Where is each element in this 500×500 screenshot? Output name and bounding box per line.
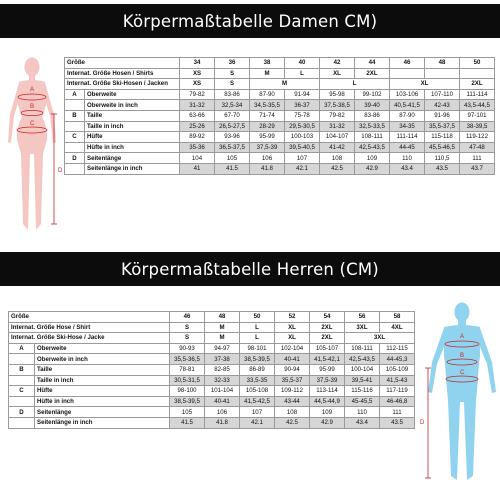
women-value-cell: 39,5-40,5 [285, 142, 320, 153]
men-ski-cell: M [205, 333, 240, 344]
women-row-letter [65, 142, 85, 153]
women-title-banner [0, 4, 500, 38]
women-ski-cell: M [250, 79, 320, 90]
men-value-cell: 35,5-37 [275, 375, 310, 386]
women-row-huefte-inch [65, 142, 495, 153]
women-row-label: Hüfte in inch [85, 142, 180, 153]
men-value-cell: 101-104 [205, 386, 240, 397]
women-value-cell: 34-35 [390, 121, 425, 132]
men-value-cell: 46-46,8 [380, 396, 415, 407]
men-row-label: Seitenlänge [35, 407, 170, 418]
men-value-cell: 42.5 [275, 417, 310, 428]
men-value-cell: 109 [310, 407, 345, 418]
women-ski-cell: L [320, 79, 390, 90]
men-value-cell: 33,5-35 [240, 375, 275, 386]
men-row-huefte [9, 386, 415, 397]
women-row-oberweite [65, 89, 495, 100]
women-row-label: Seitenlänge [85, 153, 180, 164]
women-value-cell: 26,5-27,5 [215, 121, 250, 132]
women-intl-cell: XS [180, 68, 215, 79]
men-value-cell: 43.5 [380, 417, 415, 428]
men-intl-label: Internat. Größe Hose / Shirt [9, 322, 170, 333]
women-size-table [64, 57, 495, 175]
women-value-cell: 108-111 [355, 132, 390, 143]
women-value-cell: 36,5-37,5 [215, 142, 250, 153]
women-value-cell: 93-96 [215, 132, 250, 143]
men-size-cell: 46 [170, 312, 205, 323]
men-value-cell: 102-104 [275, 343, 310, 354]
men-value-cell: 108 [275, 407, 310, 418]
women-value-cell: 115-118 [425, 132, 460, 143]
men-intl-cell: M [205, 322, 240, 333]
women-value-cell: 104 [180, 153, 215, 164]
men-size-cell: 52 [275, 312, 310, 323]
women-value-cell: 106 [250, 153, 285, 164]
women-value-cell: 42.5 [320, 163, 355, 174]
men-value-cell: 86-89 [240, 364, 275, 375]
women-value-cell: 107 [285, 153, 320, 164]
women-value-cell: 71-74 [250, 110, 285, 121]
women-row-seitenlaenge [65, 153, 495, 164]
women-ski-label: Internat. Größe Ski-Hosen / Jacken [65, 79, 180, 90]
men-ski-cell: 2XL [310, 333, 345, 344]
women-value-cell: 100-103 [285, 132, 320, 143]
men-value-cell: 113-114 [310, 386, 345, 397]
women-value-cell: 37,5-38,5 [320, 100, 355, 111]
women-intl-cell: L [285, 68, 320, 79]
men-ski-row [9, 333, 415, 344]
women-size-cell: 46 [390, 58, 425, 69]
women-intl-cell [390, 68, 425, 79]
women-value-cell: 79-82 [180, 89, 215, 100]
men-intl-cell: S [170, 322, 205, 333]
women-row-label: Oberweite in inch [85, 100, 180, 111]
women-intl-row [65, 68, 495, 79]
men-letter-a: A [460, 334, 465, 340]
women-value-cell: 43,5-44,5 [460, 100, 495, 111]
women-size-cell: 34 [180, 58, 215, 69]
men-value-cell: 44,5-44,9 [310, 396, 345, 407]
women-row-letter [65, 163, 85, 174]
men-ski-label: Internat. Größe Ski-Hose / Jacke [9, 333, 170, 344]
men-value-cell: 90-93 [170, 343, 205, 354]
men-intl-cell: L [240, 322, 275, 333]
men-value-cell: 95-99 [310, 364, 345, 375]
women-value-cell: 105 [215, 153, 250, 164]
women-value-cell: 34,5-35,5 [250, 100, 285, 111]
men-value-cell: 110 [345, 407, 380, 418]
women-size-cell: 48 [425, 58, 460, 69]
women-value-cell: 28-29 [250, 121, 285, 132]
men-value-cell: 82-85 [205, 364, 240, 375]
women-size-cell: 50 [460, 58, 495, 69]
women-value-cell: 40,5-41,5 [390, 100, 425, 111]
men-value-cell: 98-100 [170, 386, 205, 397]
women-value-cell: 44-45 [390, 142, 425, 153]
women-value-cell: 31-32 [180, 100, 215, 111]
women-value-cell: 41-42 [320, 142, 355, 153]
women-value-cell: 37,5-39 [250, 142, 285, 153]
men-row-letter: C [9, 386, 35, 397]
men-value-cell: 41.5 [170, 417, 205, 428]
men-row-taille [9, 364, 415, 375]
women-intl-label: Internat. Größe Hosen / Shirts [65, 68, 180, 79]
men-title: Körpermaßtabelle Herren (CM) [121, 259, 379, 279]
men-row-taille-inch [9, 375, 415, 386]
men-letter-b: B [460, 353, 465, 359]
men-row-label: Oberweite [35, 343, 170, 354]
women-value-cell: 91-94 [285, 89, 320, 100]
women-value-cell: 42,5-43,5 [355, 142, 390, 153]
men-value-cell: 105-107 [310, 343, 345, 354]
women-size-cell: 44 [355, 58, 390, 69]
men-value-cell: 37,5-39 [310, 375, 345, 386]
men-value-cell: 38,5-39,5 [170, 396, 205, 407]
men-ski-cell: S [170, 333, 205, 344]
men-value-cell: 100-104 [345, 364, 380, 375]
women-value-cell: 104-107 [320, 132, 355, 143]
men-size-label: Größe [9, 312, 170, 323]
women-letter-a: A [30, 87, 35, 93]
women-value-cell: 43.7 [460, 163, 495, 174]
women-value-cell: 41.5 [215, 163, 250, 174]
women-value-cell: 75-78 [285, 110, 320, 121]
men-value-cell: 35,5-36,5 [170, 354, 205, 365]
men-size-cell: 54 [310, 312, 345, 323]
women-intl-cell [425, 68, 460, 79]
men-value-cell: 43-44 [275, 396, 310, 407]
women-value-cell: 32,5-34 [215, 100, 250, 111]
women-value-cell: 31-32 [320, 121, 355, 132]
women-intl-cell: XL [320, 68, 355, 79]
men-value-cell: 90-94 [275, 364, 310, 375]
women-value-cell: 43.5 [425, 163, 460, 174]
men-row-label: Hüfte in inch [35, 396, 170, 407]
men-row-oberweite [9, 343, 415, 354]
women-row-letter: A [65, 89, 85, 100]
women-row-oberweite-inch [65, 100, 495, 111]
women-ski-row [65, 79, 495, 90]
men-size-cell: 48 [205, 312, 240, 323]
men-size-table [8, 311, 415, 429]
women-value-cell: 41 [180, 163, 215, 174]
women-value-cell: 35,5-37,5 [425, 121, 460, 132]
men-row-letter [9, 396, 35, 407]
men-value-cell: 40-41 [275, 354, 310, 365]
women-row-label: Taille in inch [85, 121, 180, 132]
men-row-letter [9, 375, 35, 386]
men-size-cell: 56 [345, 312, 380, 323]
men-value-cell: 105 [170, 407, 205, 418]
women-value-cell: 111-114 [390, 132, 425, 143]
men-letter-c: C [460, 370, 465, 376]
men-value-cell: 42.1 [240, 417, 275, 428]
men-value-cell: 112-115 [380, 343, 415, 354]
men-value-cell: 115-116 [345, 386, 380, 397]
men-value-cell: 41,5-43 [380, 375, 415, 386]
women-value-cell: 109 [355, 153, 390, 164]
men-body-figure-svg [418, 300, 500, 488]
men-row-seitenlaenge-inch [9, 417, 415, 428]
women-row-letter: C [65, 132, 85, 143]
men-letter-d: D [420, 420, 425, 426]
women-value-cell: 107-110 [425, 89, 460, 100]
men-size-cell: 50 [240, 312, 275, 323]
women-value-cell: 41.8 [250, 163, 285, 174]
women-value-cell: 32,5-33,5 [355, 121, 390, 132]
women-row-letter [65, 100, 85, 111]
men-value-cell: 42,5-43,5 [345, 354, 380, 365]
women-value-cell: 111 [460, 153, 495, 164]
women-value-cell: 67-70 [215, 110, 250, 121]
women-letter-c: C [30, 121, 35, 127]
women-value-cell: 47-48 [460, 142, 495, 153]
men-row-letter: B [9, 364, 35, 375]
men-intl-cell: 3XL [345, 322, 380, 333]
women-ski-cell: XL [390, 79, 460, 90]
men-value-cell: 44-45,3 [380, 354, 415, 365]
women-value-cell: 111-114 [460, 89, 495, 100]
women-value-cell: 87-90 [250, 89, 285, 100]
men-value-cell: 38,5-39,5 [240, 354, 275, 365]
women-row-label: Seitenlänge in inch [85, 163, 180, 174]
men-row-letter: A [9, 343, 35, 354]
men-value-cell: 78-81 [170, 364, 205, 375]
men-value-cell: 98-101 [240, 343, 275, 354]
men-value-cell: 37-38 [205, 354, 240, 365]
women-intl-cell: S [215, 68, 250, 79]
women-intl-cell: M [250, 68, 285, 79]
women-size-cell: 42 [320, 58, 355, 69]
men-value-cell: 117-119 [380, 386, 415, 397]
women-size-cell: 38 [250, 58, 285, 69]
men-value-cell: 108-111 [345, 343, 380, 354]
women-value-cell: 79-82 [320, 110, 355, 121]
men-value-cell: 41,5-42,5 [240, 396, 275, 407]
men-ski-cell: XL [275, 333, 310, 344]
men-row-label: Taille [35, 364, 170, 375]
women-ski-cell: S [215, 79, 250, 90]
men-row-letter [9, 417, 35, 428]
men-intl-cell: XL [275, 322, 310, 333]
women-value-cell: 42-43 [425, 100, 460, 111]
women-value-cell: 97-101 [460, 110, 495, 121]
women-body-figure [2, 54, 66, 238]
women-size-cell: 36 [215, 58, 250, 69]
women-row-seitenlaenge-inch [65, 163, 495, 174]
women-row-letter: B [65, 110, 85, 121]
men-value-cell: 39,5-41 [345, 375, 380, 386]
women-value-cell: 42.9 [355, 163, 390, 174]
men-value-cell: 109-112 [275, 386, 310, 397]
men-value-cell: 32-33 [205, 375, 240, 386]
women-silhouette [8, 58, 56, 231]
women-value-cell: 99-102 [355, 89, 390, 100]
men-intl-cell: 2XL [310, 322, 345, 333]
women-ski-cell: 2XL [460, 79, 495, 90]
women-value-cell: 89-92 [180, 132, 215, 143]
women-body-figure-svg [2, 54, 66, 238]
women-row-taille-inch [65, 121, 495, 132]
women-row-taille [65, 110, 495, 121]
men-silhouette [428, 303, 496, 481]
women-letter-b: B [30, 104, 35, 110]
men-row-oberweite-inch [9, 354, 415, 365]
men-value-cell: 41,5-42,1 [310, 354, 345, 365]
women-title: Körpermaßtabelle Damen CM) [122, 11, 378, 31]
men-row-letter: D [9, 407, 35, 418]
men-row-label: Oberweite in inch [35, 354, 170, 365]
women-value-cell: 63-66 [180, 110, 215, 121]
men-size-row [9, 312, 415, 323]
women-value-cell: 35-36 [180, 142, 215, 153]
women-value-cell: 91-96 [425, 110, 460, 121]
women-value-cell: 108 [320, 153, 355, 164]
women-value-cell: 42.1 [285, 163, 320, 174]
women-value-cell: 95-98 [320, 89, 355, 100]
men-value-cell: 30,5-31,5 [170, 375, 205, 386]
women-value-cell: 29,5-30,5 [285, 121, 320, 132]
women-value-cell: 43.4 [390, 163, 425, 174]
women-intl-cell [460, 68, 495, 79]
men-row-seitenlaenge [9, 407, 415, 418]
men-value-cell: 106 [205, 407, 240, 418]
women-size-row [65, 58, 495, 69]
women-intl-cell: 2XL [355, 68, 390, 79]
men-value-cell: 42.9 [310, 417, 345, 428]
women-row-letter [65, 121, 85, 132]
women-value-cell: 45,5-46,5 [425, 142, 460, 153]
men-value-cell: 94-97 [205, 343, 240, 354]
women-row-label: Hüfte [85, 132, 180, 143]
women-value-cell: 39-40 [355, 100, 390, 111]
men-row-label: Seitenlänge in inch [35, 417, 170, 428]
women-value-cell: 103-106 [390, 89, 425, 100]
men-body-figure [418, 300, 500, 488]
women-row-label: Taille [85, 110, 180, 121]
men-intl-row [9, 322, 415, 333]
men-value-cell: 40-41 [205, 396, 240, 407]
women-value-cell: 25-26 [180, 121, 215, 132]
men-value-cell: 43.4 [345, 417, 380, 428]
men-value-cell: 111 [380, 407, 415, 418]
men-row-label: Hüfte [35, 386, 170, 397]
men-row-label: Taille in inch [35, 375, 170, 386]
women-value-cell: 38-39,5 [460, 121, 495, 132]
women-value-cell: 110,5 [425, 153, 460, 164]
women-value-cell: 87-90 [390, 110, 425, 121]
women-ski-cell: XS [180, 79, 215, 90]
men-row-letter [9, 354, 35, 365]
men-value-cell: 45-45,5 [345, 396, 380, 407]
women-row-letter: D [65, 153, 85, 164]
men-ski-cell: L [240, 333, 275, 344]
women-value-cell: 83-86 [355, 110, 390, 121]
women-value-cell: 83-86 [215, 89, 250, 100]
men-value-cell: 41.8 [205, 417, 240, 428]
women-size-label: Größe [65, 58, 180, 69]
men-value-cell: 107 [240, 407, 275, 418]
men-value-cell: 105-108 [240, 386, 275, 397]
men-value-cell: 105-109 [380, 364, 415, 375]
women-row-label: Oberweite [85, 89, 180, 100]
women-value-cell: 119-122 [460, 132, 495, 143]
women-value-cell: 36-37 [285, 100, 320, 111]
women-value-cell: 110 [390, 153, 425, 164]
men-ski-cell: 3XL [345, 333, 415, 344]
men-row-huefte-inch [9, 396, 415, 407]
men-size-cell: 58 [380, 312, 415, 323]
women-value-cell: 95-99 [250, 132, 285, 143]
men-intl-cell: 4XL [380, 322, 415, 333]
women-row-huefte [65, 132, 495, 143]
women-size-cell: 40 [285, 58, 320, 69]
men-title-banner [0, 252, 500, 286]
women-letter-d: D [58, 168, 63, 174]
